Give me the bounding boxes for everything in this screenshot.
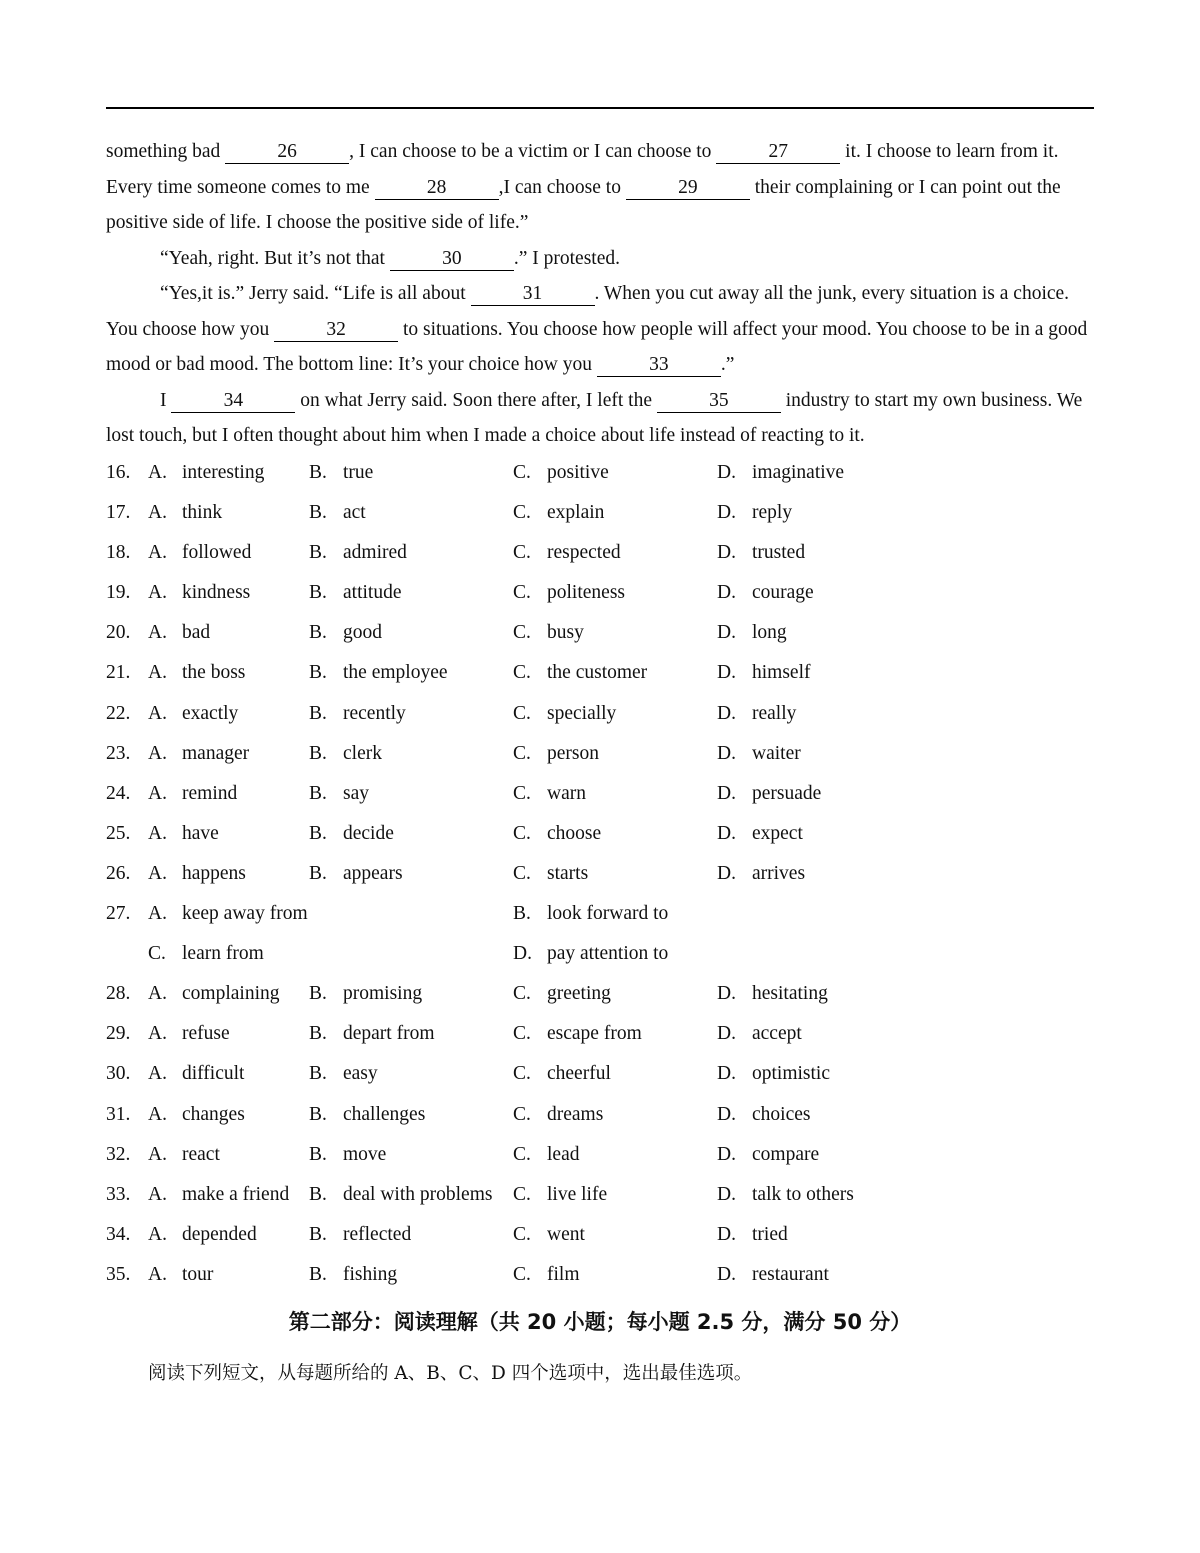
- passage-text: . When you cut away all the junk, every situation is a choice. You choose how you: [106, 283, 1070, 340]
- option-letter: A.: [148, 662, 167, 684]
- option-b: move: [343, 1143, 387, 1165]
- option-letter: A.: [148, 622, 167, 644]
- option-d: courage: [752, 582, 814, 604]
- blank-26: 26: [225, 141, 349, 164]
- option-d: pay attention to: [547, 943, 669, 965]
- option-a: followed: [182, 542, 252, 564]
- passage-text: I: [160, 389, 172, 411]
- option-d: trusted: [752, 542, 806, 564]
- option-letter: C.: [513, 862, 531, 884]
- option-b: look forward to: [547, 903, 669, 925]
- instruction-text: 阅读下列短文，从每题所给的 A、B、C、D 四个选项中，选出最佳选项。: [148, 1363, 753, 1384]
- option-letter: C.: [513, 702, 531, 724]
- option-letter: C.: [513, 502, 531, 524]
- option-letter: C.: [513, 622, 531, 644]
- option-letter: C.: [513, 822, 531, 844]
- question-number: 25.: [106, 822, 131, 844]
- option-c: live life: [547, 1183, 608, 1205]
- passage-text: “Yes,it is.” Jerry said. “Life is all about: [160, 283, 471, 304]
- option-d: talk to others: [752, 1183, 854, 1205]
- question-row: [106, 1137, 1106, 1177]
- option-d: accept: [752, 1023, 802, 1045]
- option-letter: B.: [309, 1103, 327, 1125]
- option-letter: A.: [148, 1103, 167, 1125]
- option-d: imaginative: [752, 462, 845, 483]
- option-d: arrives: [752, 862, 806, 884]
- option-b: true: [343, 462, 374, 483]
- option-c: choose: [547, 822, 602, 844]
- option-letter: A.: [148, 822, 167, 844]
- option-letter: A.: [148, 742, 167, 764]
- blank-31: 31: [471, 283, 595, 306]
- option-letter: C.: [513, 1143, 531, 1165]
- option-c: starts: [547, 862, 589, 884]
- question-row: [106, 535, 1106, 575]
- option-d: expect: [752, 822, 803, 844]
- question-number: 16.: [106, 462, 131, 483]
- option-a: tour: [182, 1263, 214, 1285]
- header-rule: [106, 107, 1094, 109]
- option-a: make a friend: [182, 1183, 290, 1205]
- option-c: film: [547, 1263, 580, 1285]
- question-row: [106, 816, 1106, 856]
- question-row: [106, 1097, 1106, 1137]
- blank-35: 35: [657, 390, 781, 413]
- question-row: [106, 455, 1106, 495]
- option-b: clerk: [343, 742, 382, 764]
- option-letter: D.: [717, 622, 736, 644]
- option-a: keep away from: [182, 903, 308, 925]
- blank-29: 29: [626, 177, 750, 200]
- option-letter: D.: [717, 1063, 736, 1085]
- question-number: 27.: [106, 903, 131, 925]
- option-letter: D.: [717, 702, 736, 724]
- option-c: went: [547, 1223, 585, 1245]
- option-c: escape from: [547, 1023, 642, 1045]
- option-letter: D.: [717, 582, 736, 604]
- option-letter: B.: [309, 862, 327, 884]
- question-number: 26.: [106, 862, 131, 884]
- question-row: [106, 655, 1106, 695]
- option-letter: D.: [717, 1103, 736, 1125]
- option-d: persuade: [752, 782, 822, 804]
- option-b: the employee: [343, 662, 448, 684]
- option-b: decide: [343, 822, 394, 844]
- option-a: difficult: [182, 1063, 245, 1085]
- option-d: really: [752, 702, 797, 724]
- option-a: exactly: [182, 702, 239, 724]
- passage-text: .”: [720, 354, 735, 375]
- question-row: [106, 1217, 1106, 1257]
- question-number: 17.: [106, 502, 131, 524]
- question-number: 18.: [106, 542, 131, 564]
- option-d: tried: [752, 1223, 788, 1245]
- option-c: warn: [547, 782, 586, 804]
- option-c: cheerful: [547, 1063, 611, 1085]
- question-row: [106, 1016, 1106, 1056]
- option-letter: D.: [717, 502, 736, 524]
- question-row: [106, 736, 1106, 776]
- option-d: optimistic: [752, 1063, 830, 1085]
- option-letter: A.: [148, 542, 167, 564]
- option-a: bad: [182, 622, 211, 644]
- question-number: 20.: [106, 622, 131, 644]
- option-c: the customer: [547, 662, 648, 684]
- option-letter: C.: [513, 1183, 531, 1205]
- option-letter: A.: [148, 1183, 167, 1205]
- option-b: promising: [343, 983, 423, 1005]
- option-letter: B.: [309, 542, 327, 564]
- option-letter: A.: [148, 502, 167, 524]
- option-a: remind: [182, 782, 238, 804]
- option-d: restaurant: [752, 1263, 829, 1285]
- question-number: 19.: [106, 582, 131, 604]
- option-letter: A.: [148, 1023, 167, 1045]
- option-b: attitude: [343, 582, 402, 604]
- option-letter: C.: [513, 1023, 531, 1045]
- option-letter: C.: [513, 582, 531, 604]
- option-a: react: [182, 1143, 220, 1165]
- passage-text: their complaining or I can point out the positive side of life. I choose the positive side of life.”: [106, 176, 1061, 233]
- option-letter: B.: [309, 1183, 327, 1205]
- option-letter: C.: [513, 1263, 531, 1285]
- option-c: politeness: [547, 582, 625, 604]
- option-b: admired: [343, 542, 407, 564]
- blank-32: 32: [274, 319, 398, 342]
- option-letter: A.: [148, 862, 167, 884]
- option-letter: B.: [513, 903, 531, 925]
- passage-text: on what Jerry said. Soon there after, I left the: [295, 389, 657, 411]
- option-letter: D.: [717, 1223, 736, 1245]
- question-row: [106, 856, 1106, 896]
- question-row: [106, 976, 1106, 1016]
- option-c: explain: [547, 502, 605, 524]
- question-number: 29.: [106, 1023, 131, 1045]
- option-a: think: [182, 502, 223, 524]
- blank-28: 28: [375, 177, 499, 200]
- option-letter: A.: [148, 1223, 167, 1245]
- question-number: 22.: [106, 702, 131, 724]
- option-letter: D.: [717, 1183, 736, 1205]
- option-letter: B.: [309, 1223, 327, 1245]
- option-letter: A.: [148, 582, 167, 604]
- question-number: 30.: [106, 1063, 131, 1085]
- blank-30: 30: [390, 248, 514, 271]
- option-b: appears: [343, 862, 403, 884]
- option-a: kindness: [182, 582, 251, 604]
- option-letter: D.: [717, 1143, 736, 1165]
- question-row: [106, 615, 1106, 655]
- question-number: 28.: [106, 983, 131, 1005]
- option-letter: A.: [148, 702, 167, 724]
- option-b: challenges: [343, 1103, 426, 1125]
- option-c: greeting: [547, 983, 611, 1005]
- question-row: [106, 1177, 1106, 1217]
- option-letter: C.: [513, 542, 531, 564]
- option-a: complaining: [182, 983, 280, 1005]
- option-b: good: [343, 622, 382, 644]
- question-number: 35.: [106, 1263, 131, 1285]
- passage-paragraph-1: [106, 134, 1094, 454]
- option-d: reply: [752, 502, 793, 524]
- passage-text: .” I protested.: [513, 247, 620, 269]
- option-b: say: [343, 782, 369, 804]
- question-number: 32.: [106, 1143, 131, 1165]
- passage-text: industry to start my own business. We lost touch, but I often thought about him when I made a choice about life instead of reacting to it.: [106, 389, 1083, 446]
- option-d: choices: [752, 1103, 811, 1125]
- option-a: manager: [182, 742, 250, 764]
- option-b: easy: [343, 1063, 378, 1085]
- option-a: refuse: [182, 1023, 230, 1045]
- passage-text: to situations. You choose how people will affect your mood. You choose to be in a good mood or bad mood. The bottom line: It’s your choice how you: [106, 318, 1088, 375]
- question-number: 33.: [106, 1183, 131, 1205]
- option-b: act: [343, 502, 366, 524]
- question-row: [106, 896, 1106, 936]
- question-number: 34.: [106, 1223, 131, 1245]
- option-b: depart from: [343, 1023, 435, 1045]
- option-letter: A.: [148, 1263, 167, 1285]
- option-letter: B.: [309, 582, 327, 604]
- question-row: [106, 936, 1106, 976]
- option-a: have: [182, 822, 219, 844]
- option-letter: C.: [513, 742, 531, 764]
- passage-text: “Yeah, right. But it’s not that: [160, 247, 390, 269]
- option-b: recently: [343, 702, 406, 724]
- option-c: dreams: [547, 1103, 604, 1125]
- option-letter: D.: [717, 462, 736, 483]
- option-letter: C.: [513, 662, 531, 684]
- option-letter: A.: [148, 462, 167, 483]
- option-letter: B.: [309, 502, 327, 524]
- option-c: busy: [547, 622, 584, 644]
- option-d: compare: [752, 1143, 820, 1165]
- question-number: 23.: [106, 742, 131, 764]
- section-title: 第二部分：阅读理解（共 20 小题；每小题 2.5 分，满分 50 分）: [288, 1310, 912, 1334]
- option-letter: D.: [717, 742, 736, 764]
- blank-33: 33: [597, 354, 721, 377]
- option-letter: C.: [513, 983, 531, 1005]
- option-letter: B.: [309, 822, 327, 844]
- option-d: himself: [752, 662, 811, 684]
- option-c: learn from: [182, 943, 264, 965]
- option-letter: D.: [717, 662, 736, 684]
- option-letter: B.: [309, 1143, 327, 1165]
- question-row: [106, 495, 1106, 535]
- option-letter: B.: [309, 742, 327, 764]
- option-a: the boss: [182, 662, 246, 684]
- option-c: specially: [547, 702, 617, 724]
- option-letter: D.: [717, 542, 736, 564]
- blank-27: 27: [716, 141, 840, 164]
- option-c: lead: [547, 1143, 580, 1165]
- option-c: positive: [547, 462, 609, 483]
- option-letter: D.: [717, 822, 736, 844]
- option-letter: B.: [309, 1063, 327, 1085]
- passage-text: , I can choose to be a victim or I can choose to: [349, 141, 717, 162]
- option-letter: B.: [309, 702, 327, 724]
- question-row: [106, 1056, 1106, 1096]
- option-letter: D.: [717, 1023, 736, 1045]
- option-letter: B.: [309, 1263, 327, 1285]
- option-a: interesting: [182, 462, 265, 483]
- passage-text: something bad: [106, 141, 226, 162]
- option-a: depended: [182, 1223, 257, 1245]
- option-a: happens: [182, 862, 246, 884]
- option-letter: A.: [148, 782, 167, 804]
- passage-text: it. I choose to learn from it. Every time someone comes to me: [106, 141, 1059, 198]
- option-d: waiter: [752, 742, 801, 764]
- question-number: 21.: [106, 662, 131, 684]
- option-letter: B.: [309, 1023, 327, 1045]
- option-d: hesitating: [752, 983, 828, 1005]
- option-letter: D.: [717, 782, 736, 804]
- option-d: long: [752, 622, 787, 644]
- option-letter: C.: [513, 782, 531, 804]
- option-letter: B.: [309, 662, 327, 684]
- options-list: [106, 455, 1106, 1297]
- option-letter: C.: [513, 1103, 531, 1125]
- option-letter: B.: [309, 782, 327, 804]
- option-letter: C.: [148, 943, 166, 965]
- option-letter: B.: [309, 622, 327, 644]
- question-number: 31.: [106, 1103, 131, 1125]
- question-row: [106, 1257, 1106, 1297]
- option-letter: A.: [148, 1143, 167, 1165]
- option-letter: D.: [717, 983, 736, 1005]
- option-letter: C.: [513, 1223, 531, 1245]
- option-b: deal with problems: [343, 1183, 493, 1205]
- option-letter: A.: [148, 983, 167, 1005]
- option-letter: B.: [309, 462, 327, 483]
- question-row: [106, 575, 1106, 615]
- passage-text: ,I can choose to: [498, 176, 626, 198]
- option-letter: D.: [513, 943, 532, 965]
- option-a: changes: [182, 1103, 245, 1125]
- question-row: [106, 776, 1106, 816]
- option-letter: D.: [717, 1263, 736, 1285]
- option-letter: A.: [148, 1063, 167, 1085]
- option-c: person: [547, 742, 599, 764]
- question-row: [106, 696, 1106, 736]
- option-b: fishing: [343, 1263, 398, 1285]
- option-c: respected: [547, 542, 621, 564]
- option-letter: A.: [148, 903, 167, 925]
- option-b: reflected: [343, 1223, 412, 1245]
- question-number: 24.: [106, 782, 131, 804]
- option-letter: B.: [309, 983, 327, 1005]
- option-letter: C.: [513, 1063, 531, 1085]
- option-letter: C.: [513, 462, 531, 483]
- blank-34: 34: [171, 390, 295, 413]
- option-letter: D.: [717, 862, 736, 884]
